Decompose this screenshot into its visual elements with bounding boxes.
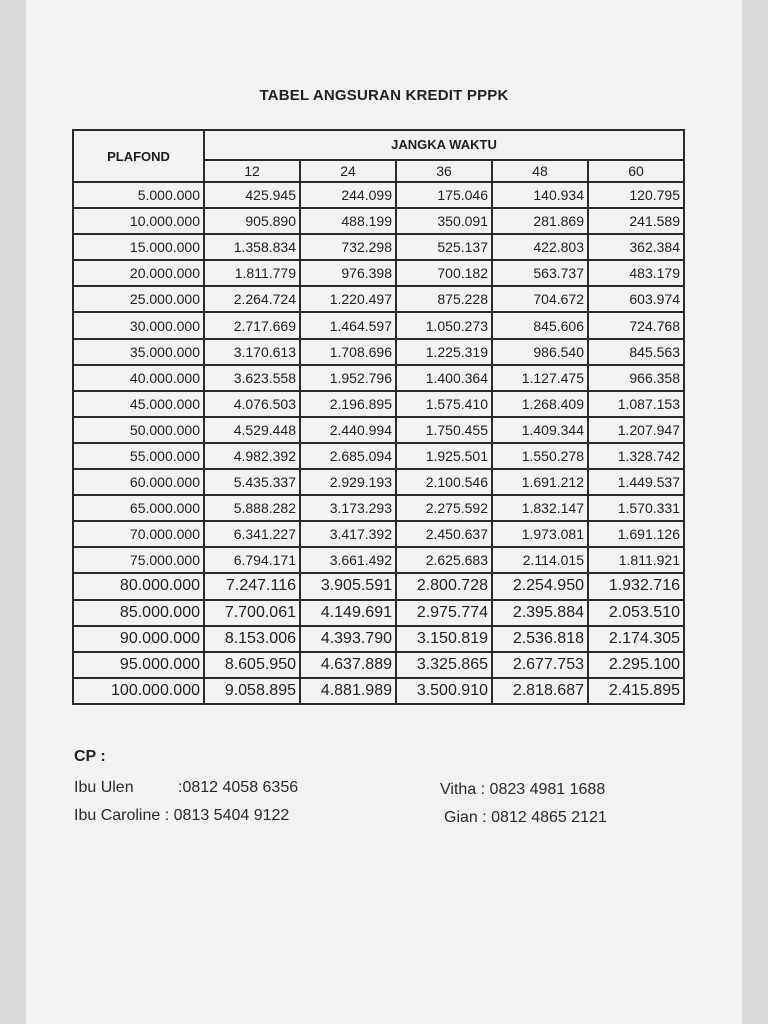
installment-cell: 2.295.100 bbox=[588, 652, 684, 678]
installment-cell: 845.606 bbox=[492, 312, 588, 338]
contact-sep: : bbox=[178, 779, 183, 796]
installment-cell: 488.199 bbox=[300, 208, 396, 234]
installment-cell: 483.179 bbox=[588, 260, 684, 286]
table-row bbox=[73, 260, 684, 286]
table-row bbox=[73, 391, 684, 417]
installment-cell: 4.076.503 bbox=[204, 391, 300, 417]
installment-cell: 724.768 bbox=[588, 312, 684, 338]
installment-cell: 2.450.637 bbox=[396, 521, 492, 547]
installment-cell: 563.737 bbox=[492, 260, 588, 286]
installment-cell: 422.803 bbox=[492, 234, 588, 260]
contact-gian bbox=[444, 809, 607, 827]
installment-cell: 9.058.895 bbox=[204, 678, 300, 704]
installment-cell: 2.818.687 bbox=[492, 678, 588, 704]
installment-cell: 1.811.779 bbox=[204, 260, 300, 286]
installment-cell: 7.247.116 bbox=[204, 573, 300, 599]
installment-cell: 241.589 bbox=[588, 208, 684, 234]
term-24: 24 bbox=[300, 160, 396, 182]
table-row bbox=[73, 547, 684, 573]
contact-vitha bbox=[440, 781, 605, 799]
installment-cell: 5.435.337 bbox=[204, 469, 300, 495]
installment-cell: 2.440.994 bbox=[300, 417, 396, 443]
contact-sep: : bbox=[164, 807, 170, 824]
contact-sep: : bbox=[482, 809, 487, 826]
installment-cell: 1.750.455 bbox=[396, 417, 492, 443]
contact-caroline bbox=[74, 807, 289, 825]
installment-cell: 4.149.691 bbox=[300, 600, 396, 626]
installment-cell: 4.637.889 bbox=[300, 652, 396, 678]
table-row bbox=[73, 678, 684, 704]
installment-cell: 6.794.171 bbox=[204, 547, 300, 573]
term-12: 12 bbox=[204, 160, 300, 182]
table-row bbox=[73, 495, 684, 521]
installment-cell: 2.975.774 bbox=[396, 600, 492, 626]
plafond-cell: 100.000.000 bbox=[73, 678, 204, 704]
plafond-cell: 65.000.000 bbox=[73, 495, 204, 521]
table-row bbox=[73, 443, 684, 469]
installment-cell: 244.099 bbox=[300, 182, 396, 208]
plafond-cell: 55.000.000 bbox=[73, 443, 204, 469]
contact-name: Vitha bbox=[440, 781, 477, 798]
contact-sep: : bbox=[480, 781, 486, 798]
installment-cell: 732.298 bbox=[300, 234, 396, 260]
plafond-cell: 50.000.000 bbox=[73, 417, 204, 443]
installment-cell: 1.952.796 bbox=[300, 365, 396, 391]
installment-cell: 4.393.790 bbox=[300, 626, 396, 652]
installment-cell: 120.795 bbox=[588, 182, 684, 208]
installment-cell: 2.053.510 bbox=[588, 600, 684, 626]
table-body bbox=[73, 182, 684, 704]
table-row bbox=[73, 626, 684, 652]
installment-cell: 1.691.212 bbox=[492, 469, 588, 495]
installment-cell: 2.685.094 bbox=[300, 443, 396, 469]
table-row bbox=[73, 286, 684, 312]
installment-cell: 875.228 bbox=[396, 286, 492, 312]
installment-cell: 362.384 bbox=[588, 234, 684, 260]
installment-cell: 1.220.497 bbox=[300, 286, 396, 312]
installment-cell: 1.550.278 bbox=[492, 443, 588, 469]
table-row bbox=[73, 417, 684, 443]
term-60: 60 bbox=[588, 160, 684, 182]
installment-cell: 2.100.546 bbox=[396, 469, 492, 495]
table-row bbox=[73, 600, 684, 626]
installment-cell: 1.358.834 bbox=[204, 234, 300, 260]
installment-cell: 986.540 bbox=[492, 339, 588, 365]
installment-cell: 3.325.865 bbox=[396, 652, 492, 678]
installment-cell: 1.127.475 bbox=[492, 365, 588, 391]
cp-label: CP : bbox=[74, 748, 106, 765]
installment-cell: 3.661.492 bbox=[300, 547, 396, 573]
installment-cell: 700.182 bbox=[396, 260, 492, 286]
installment-cell: 704.672 bbox=[492, 286, 588, 312]
installment-cell: 1.973.081 bbox=[492, 521, 588, 547]
table-row bbox=[73, 339, 684, 365]
installment-cell: 1.409.344 bbox=[492, 417, 588, 443]
installment-cell: 2.395.884 bbox=[492, 600, 588, 626]
installment-cell: 1.832.147 bbox=[492, 495, 588, 521]
contact-name: Gian bbox=[444, 809, 478, 826]
installment-cell: 2.254.950 bbox=[492, 573, 588, 599]
installment-cell: 2.717.669 bbox=[204, 312, 300, 338]
contact-ulen bbox=[74, 779, 298, 797]
installment-cell: 2.264.724 bbox=[204, 286, 300, 312]
installment-cell: 350.091 bbox=[396, 208, 492, 234]
installment-cell: 1.207.947 bbox=[588, 417, 684, 443]
table-row bbox=[73, 469, 684, 495]
plafond-cell: 90.000.000 bbox=[73, 626, 204, 652]
installment-cell: 2.174.305 bbox=[588, 626, 684, 652]
installment-cell: 8.153.006 bbox=[204, 626, 300, 652]
installment-cell: 2.800.728 bbox=[396, 573, 492, 599]
installment-cell: 140.934 bbox=[492, 182, 588, 208]
installment-cell: 3.905.591 bbox=[300, 573, 396, 599]
plafond-cell: 45.000.000 bbox=[73, 391, 204, 417]
contact-phone: 0812 4865 2121 bbox=[491, 809, 607, 826]
table-row bbox=[73, 521, 684, 547]
installment-cell: 976.398 bbox=[300, 260, 396, 286]
installment-cell: 3.417.392 bbox=[300, 521, 396, 547]
installment-cell: 1.328.742 bbox=[588, 443, 684, 469]
plafond-cell: 60.000.000 bbox=[73, 469, 204, 495]
plafond-cell: 5.000.000 bbox=[73, 182, 204, 208]
table-row bbox=[73, 573, 684, 599]
term-36: 36 bbox=[396, 160, 492, 182]
table-row bbox=[73, 208, 684, 234]
installment-cell: 1.400.364 bbox=[396, 365, 492, 391]
plafond-cell: 30.000.000 bbox=[73, 312, 204, 338]
installment-cell: 6.341.227 bbox=[204, 521, 300, 547]
installment-cell: 1.708.696 bbox=[300, 339, 396, 365]
plafond-cell: 85.000.000 bbox=[73, 600, 204, 626]
installment-cell: 3.170.613 bbox=[204, 339, 300, 365]
installment-cell: 1.464.597 bbox=[300, 312, 396, 338]
installment-cell: 175.046 bbox=[396, 182, 492, 208]
installment-cell: 1.811.921 bbox=[588, 547, 684, 573]
plafond-cell: 75.000.000 bbox=[73, 547, 204, 573]
installment-cell: 1.050.273 bbox=[396, 312, 492, 338]
installment-cell: 1.691.126 bbox=[588, 521, 684, 547]
installment-cell: 1.925.501 bbox=[396, 443, 492, 469]
installment-cell: 1.449.537 bbox=[588, 469, 684, 495]
installment-cell: 845.563 bbox=[588, 339, 684, 365]
table-row bbox=[73, 182, 684, 208]
plafond-cell: 80.000.000 bbox=[73, 573, 204, 599]
plafond-cell: 15.000.000 bbox=[73, 234, 204, 260]
installment-cell: 3.623.558 bbox=[204, 365, 300, 391]
plafond-cell: 25.000.000 bbox=[73, 286, 204, 312]
installment-cell: 2.625.683 bbox=[396, 547, 492, 573]
term-header: JANGKA WAKTU bbox=[204, 130, 684, 160]
table-row bbox=[73, 365, 684, 391]
installment-cell: 1.268.409 bbox=[492, 391, 588, 417]
installment-cell: 2.415.895 bbox=[588, 678, 684, 704]
contact-phone: 0823 4981 1688 bbox=[489, 781, 606, 798]
plafond-header: PLAFOND bbox=[73, 130, 204, 182]
installment-cell: 3.173.293 bbox=[300, 495, 396, 521]
installment-cell: 4.529.448 bbox=[204, 417, 300, 443]
installment-cell: 2.114.015 bbox=[492, 547, 588, 573]
installment-cell: 5.888.282 bbox=[204, 495, 300, 521]
installment-cell: 3.500.910 bbox=[396, 678, 492, 704]
table-row bbox=[73, 234, 684, 260]
contact-phone: 0813 5404 9122 bbox=[173, 807, 290, 824]
installment-cell: 3.150.819 bbox=[396, 626, 492, 652]
installment-cell: 2.677.753 bbox=[492, 652, 588, 678]
plafond-cell: 10.000.000 bbox=[73, 208, 204, 234]
term-48: 48 bbox=[492, 160, 588, 182]
table-row bbox=[73, 652, 684, 678]
installment-cell: 1.570.331 bbox=[588, 495, 684, 521]
installment-cell: 1.087.153 bbox=[588, 391, 684, 417]
installment-cell: 2.275.592 bbox=[396, 495, 492, 521]
installment-cell: 966.358 bbox=[588, 365, 684, 391]
installment-cell: 1.225.319 bbox=[396, 339, 492, 365]
installment-cell: 2.196.895 bbox=[300, 391, 396, 417]
plafond-cell: 40.000.000 bbox=[73, 365, 204, 391]
installment-cell: 2.929.193 bbox=[300, 469, 396, 495]
installment-cell: 1.575.410 bbox=[396, 391, 492, 417]
installment-cell: 1.932.716 bbox=[588, 573, 684, 599]
installment-cell: 4.881.989 bbox=[300, 678, 396, 704]
document-title: TABEL ANGSURAN KREDIT PPPK bbox=[259, 87, 509, 104]
plafond-cell: 70.000.000 bbox=[73, 521, 204, 547]
installment-cell: 425.945 bbox=[204, 182, 300, 208]
contact-name: Ibu Ulen bbox=[74, 779, 134, 796]
installment-cell: 8.605.950 bbox=[204, 652, 300, 678]
plafond-cell: 35.000.000 bbox=[73, 339, 204, 365]
contact-phone: 0812 4058 6356 bbox=[182, 779, 299, 796]
contact-name: Ibu Caroline bbox=[74, 807, 161, 824]
installment-table bbox=[72, 129, 685, 705]
installment-cell: 2.536.818 bbox=[492, 626, 588, 652]
plafond-cell: 20.000.000 bbox=[73, 260, 204, 286]
installment-cell: 4.982.392 bbox=[204, 443, 300, 469]
installment-cell: 281.869 bbox=[492, 208, 588, 234]
plafond-cell: 95.000.000 bbox=[73, 652, 204, 678]
installment-cell: 7.700.061 bbox=[204, 600, 300, 626]
installment-cell: 603.974 bbox=[588, 286, 684, 312]
installment-cell: 905.890 bbox=[204, 208, 300, 234]
table-row bbox=[73, 312, 684, 338]
installment-cell: 525.137 bbox=[396, 234, 492, 260]
